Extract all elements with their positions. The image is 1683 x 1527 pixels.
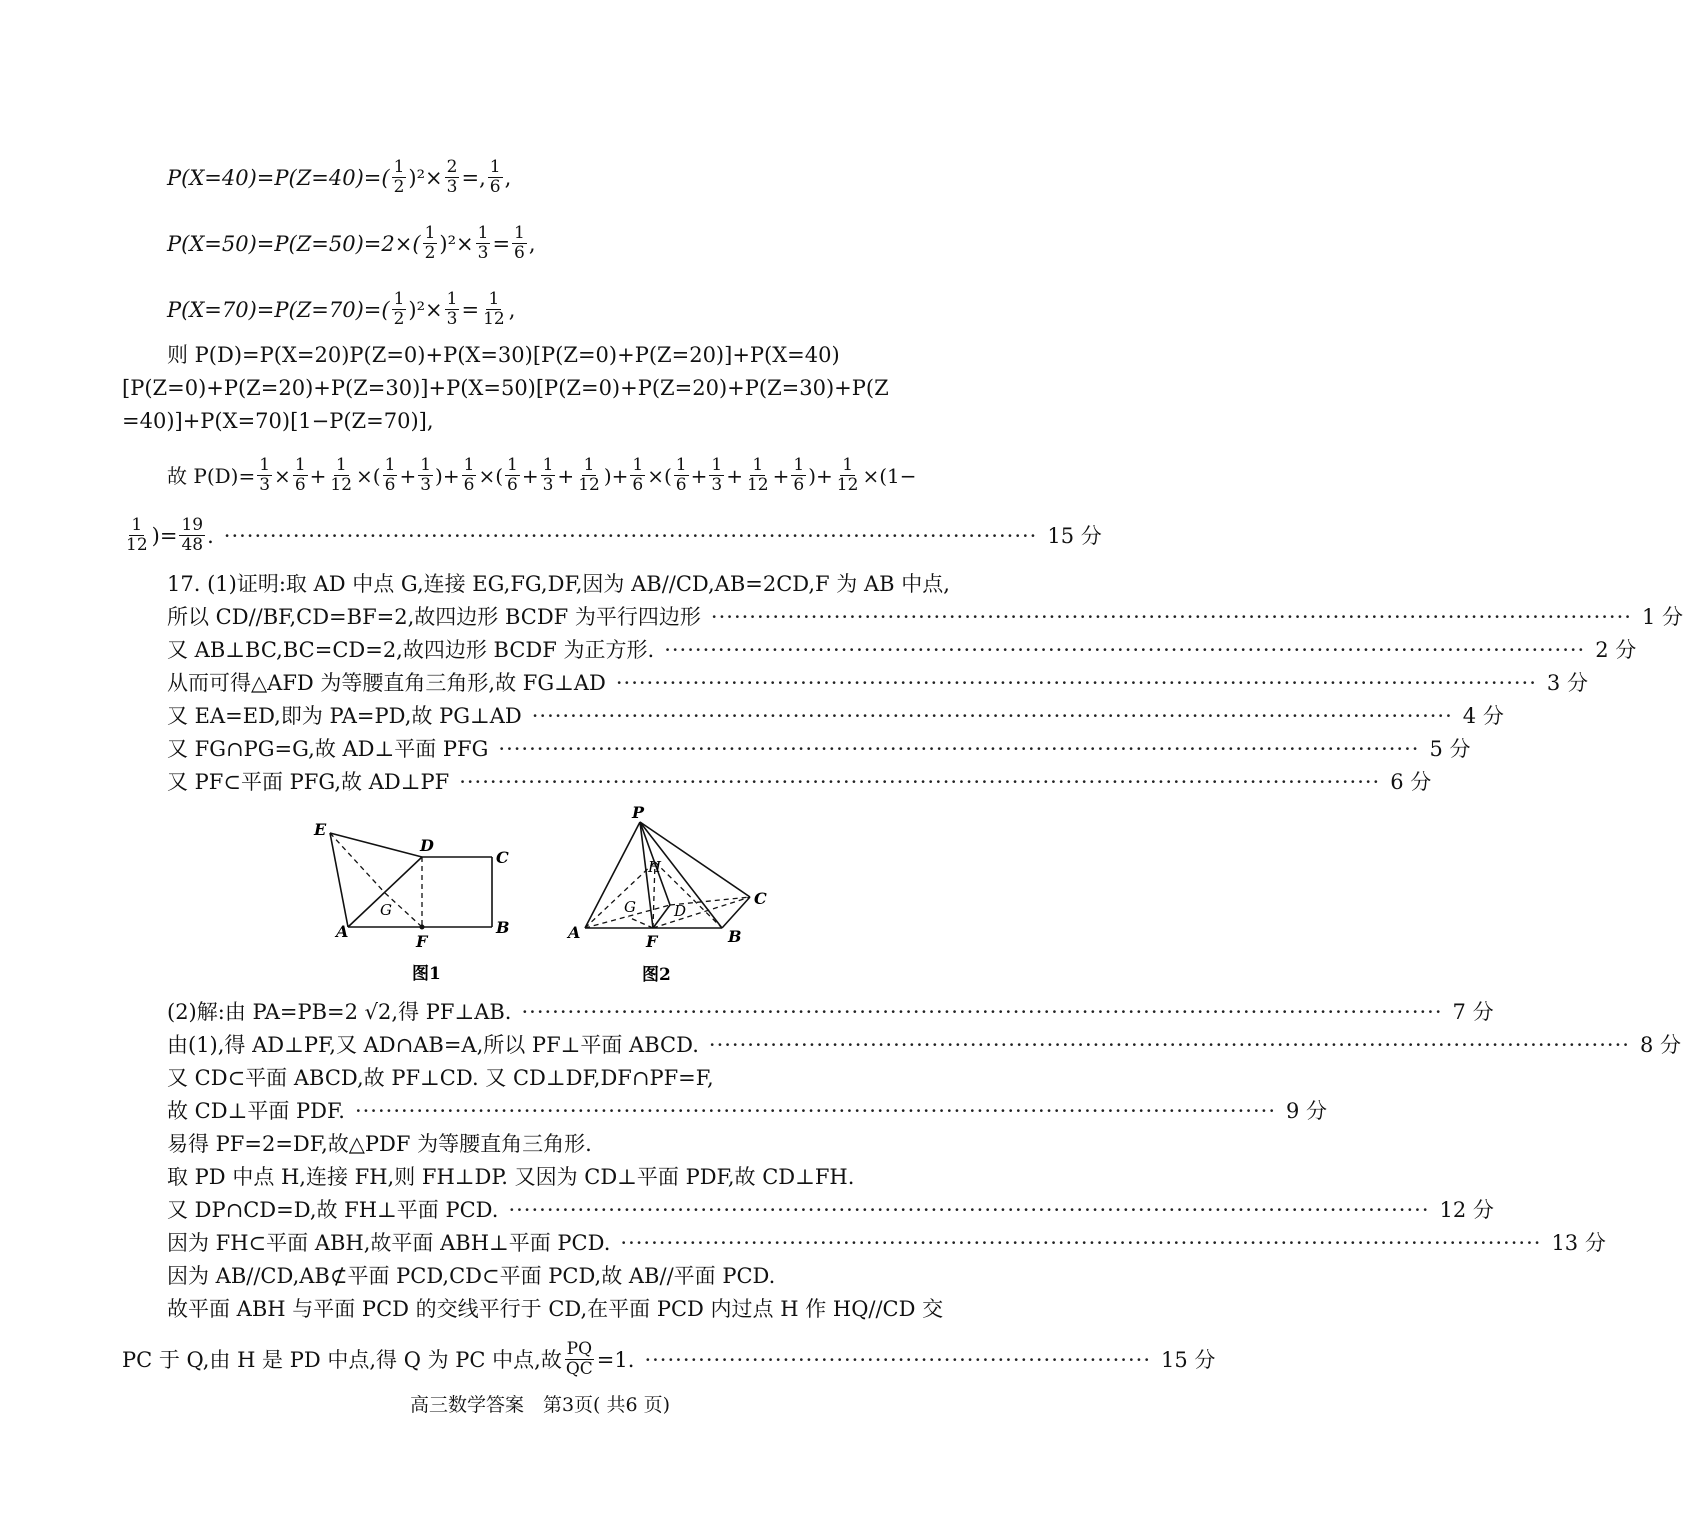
fraction: $\frac{1}{2}$ (393, 289, 405, 329)
label-a: A (568, 923, 581, 942)
line-text: 又 CD⊂平面 ABCD,故 PF⊥CD. 又 CD⊥DF,DF∩PF=F, (167, 1066, 714, 1090)
solution-line (167, 569, 962, 599)
solution-line (167, 767, 1432, 797)
score-label: 13 分 (1551, 1231, 1606, 1255)
leader-dots: ························································································································ (710, 605, 1632, 629)
line-text: 由(1),得 AD⊥PF,又 AD∩AB=A,所以 PF⊥平面 ABCD. (167, 1033, 699, 1057)
solution-line (167, 668, 1588, 698)
solution-line (167, 734, 1471, 764)
label-d: D (420, 836, 434, 855)
solution-line (167, 1261, 962, 1291)
pd-sum-line: 故 P(D)= $\frac{1}{3}$ × $\frac{1}{6}$ + $\frac{1}{12}$ ×( $\frac{1}{6}$ + $\frac{1}{3}$ ) + $\frac{1}{6}$ ×( $\frac{1}{6}$ + $\frac{1}{3}$ + $\frac{1}{12}$ ) + $\frac{1}{6}$ ×( $\frac{1}{6}$ + $\frac{1}{3}$ + $\frac{1}{12}$ + $\frac{1}{6}$ ) + $\frac{1}{12}$ ×(1− (167, 455, 917, 495)
label-a: A (336, 922, 349, 941)
line-text: 又 EA=ED,即为 PA=PD,故 PG⊥AD (167, 704, 522, 728)
leader-dots: ························································································································ (615, 671, 1537, 695)
leader-dots: ························································································································ (620, 1231, 1542, 1255)
solution-line (167, 1030, 1681, 1060)
line-text: 取 PD 中点 H,连接 FH,则 FH⊥DP. 又因为 CD⊥平面 PDF,故 CD⊥FH. (167, 1165, 855, 1189)
line-text: 从而可得△AFD 为等腰直角三角形,故 FG⊥AD (167, 671, 606, 695)
solution-line (167, 1063, 962, 1093)
fraction: $\frac{1}{6}$ (489, 157, 501, 197)
line-text: 又 PF⊂平面 PFG,故 AD⊥PF (167, 770, 450, 794)
label-c: C (754, 889, 767, 908)
label-d: D (674, 902, 687, 920)
line-text: 故平面 ABH 与平面 PCD 的交线平行于 CD,在平面 PCD 内过点 H 作 HQ//CD 交 (167, 1297, 944, 1321)
line-text: 又 AB⊥BC,BC=CD=2,故四边形 BCDF 为正方形. (167, 638, 655, 662)
leader-dots: ························································································································ (708, 1033, 1630, 1057)
formula-px50: P(X=50)=P(Z=50)=2×( $\frac{1}{2}$ )²× $\frac{1}{3}$ = $\frac{1}{6}$ , (167, 223, 536, 263)
leader-dots: ························································································································ (354, 1099, 1276, 1123)
line-text: 又 FG∩PG=G,故 AD⊥平面 PFG (167, 737, 489, 761)
line-text: 因为 FH⊂平面 ABH,故平面 ABH⊥平面 PCD. (167, 1231, 611, 1255)
fraction: $\frac{1}{6}$ (514, 223, 525, 263)
leader-dots: ························································································································ (531, 704, 1453, 728)
score-label: 1 分 (1641, 605, 1683, 629)
pd-line-3: =40)]+P(X=70)[1−P(Z=70)], (122, 409, 434, 433)
solution-line (167, 1294, 962, 1324)
line-text: 所以 CD//BF,CD=BF=2,故四边形 BCDF 为平行四边形 (167, 605, 701, 629)
label-g: G (380, 901, 392, 919)
solution-line (167, 1162, 962, 1192)
label-e: E (314, 820, 327, 839)
formula-px70: P(X=70)=P(Z=70)=( $\frac{1}{2}$ )²× $\frac{1}{3}$ = $\frac{1}{12}$ , (167, 289, 516, 329)
score-label: 9 分 (1286, 1099, 1328, 1123)
solution-line (167, 1228, 1606, 1258)
score-label: 15 分 (1161, 1347, 1216, 1372)
line-text: (2)解:由 PA=PB=2 √2,得 PF⊥AB. (167, 1000, 512, 1024)
fraction: $\frac{1}{2}$ (424, 223, 436, 263)
solution-line (167, 997, 1494, 1027)
line-text: 因为 AB//CD,AB⊄平面 PCD,CD⊂平面 PCD,故 AB//平面 PCD. (167, 1264, 776, 1288)
label-b: B (496, 918, 510, 937)
leader-dots: ························································································································ (508, 1198, 1430, 1222)
leader-dots: ························································································································ (521, 1000, 1443, 1024)
label-g: G (624, 898, 636, 916)
figure-1-caption: 图1 (412, 964, 441, 984)
figure-2 (560, 800, 780, 985)
solution-line (167, 1096, 1328, 1126)
pd-line-1: 则 P(D)=P(X=20)P(Z=0)+P(X=30)[P(Z=0)+P(Z=20)]+P(X=40) (167, 343, 840, 367)
solution-line (167, 1129, 962, 1159)
leader-dots: ························································································································ (664, 638, 1586, 662)
leader-dots: ························································································································ (459, 770, 1381, 794)
fraction: $\frac{1}{2}$ (393, 157, 405, 197)
formula-px40: P(X=40)=P(Z=40)=( $\frac{1}{2}$ )²× $\frac{2}{3}$ =, $\frac{1}{6}$ , (167, 157, 512, 197)
label-f: F (646, 932, 658, 951)
label-p: P (632, 803, 645, 822)
solution-line (167, 701, 1504, 731)
score-label: 3 分 (1546, 671, 1588, 695)
label-b: B (728, 927, 742, 946)
score-label: 7 分 (1452, 1000, 1494, 1024)
score-label: 8 分 (1639, 1033, 1681, 1057)
leader-dots: ·········································································································· (223, 523, 1038, 548)
label-c: C (496, 848, 509, 867)
fraction: $\frac{1}{12}$ (483, 289, 505, 329)
score-label: 12 分 (1439, 1198, 1494, 1222)
score-label: 4 分 (1462, 704, 1504, 728)
line-text: 故 CD⊥平面 PDF. (167, 1099, 345, 1123)
fraction: $\frac{1}{3}$ (477, 223, 489, 263)
leader-dots: ························································································································ (498, 737, 1420, 761)
label-f: F (416, 932, 428, 951)
figure-1 (300, 815, 530, 985)
solution-line (167, 602, 1683, 632)
page-footer: 高三数学答案 第3页( 共6 页) (409, 1394, 671, 1416)
figure-2-caption: 图2 (642, 965, 671, 985)
fraction: $\frac{1}{3}$ (446, 289, 458, 329)
label-h: H (648, 858, 662, 876)
line-text: 又 DP∩CD=D,故 FH⊥平面 PCD. (167, 1198, 499, 1222)
leader-dots: ·································································· (644, 1347, 1152, 1372)
line-text: 17. (1)证明:取 AD 中点 G,连接 EG,FG,DF,因为 AB//CD,AB=2CD,F 为 AB 中点, (167, 572, 950, 596)
score-label: 6 分 (1390, 770, 1432, 794)
line-text: 易得 PF=2=DF,故△PDF 为等腰直角三角形. (167, 1132, 592, 1156)
solution-line (167, 1195, 1494, 1225)
fraction: $\frac{2}{3}$ (446, 157, 458, 197)
final-line: PC 于 Q,由 H 是 PD 中点,得 Q 为 PC 中点,故 $\frac{PQ}{QC}$ =1. ·································································· 15 分 (122, 1339, 1216, 1379)
pd-result-line: $\frac{1}{12}$ )= $\frac{19}{48}$ . ·········································································································· 15 分 (126, 515, 1102, 555)
score-label: 15 分 (1047, 523, 1102, 548)
pd-line-2: [P(Z=0)+P(Z=20)+P(Z=30)]+P(X=50)[P(Z=0)+P(Z=20)+P(Z=30)+P(Z (122, 376, 889, 400)
score-label: 2 分 (1595, 638, 1637, 662)
solution-line (167, 635, 1637, 665)
point-f (420, 925, 425, 930)
score-label: 5 分 (1429, 737, 1471, 761)
